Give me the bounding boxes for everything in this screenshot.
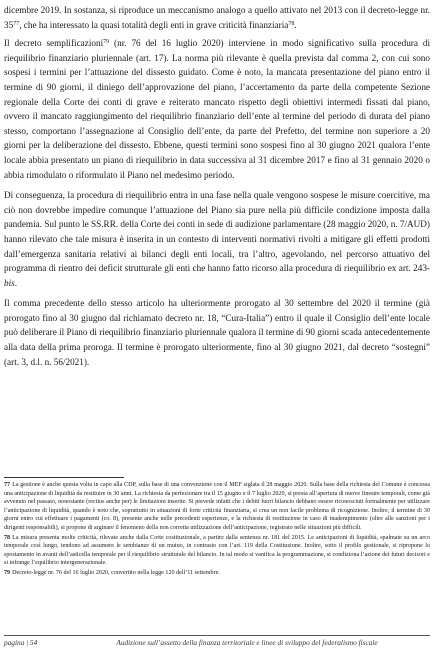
footer-title: Audizione sull’assetto della finanza territoriale e linee di sviluppo del federalismo fiscale — [116, 638, 378, 647]
paragraph-continuation: dicembre 2019. In sostanza, si riproduce un meccanismo analogo a quello attivato nel 2013 con il decreto-legge nr. $35^{77}$, che ha interessato la quasi totalità degli enti in grave criticità finanziaria$^{78}$. — [4, 5, 430, 30]
footnote-78: 78 La misura presenta molte criticità, rilevate anche dalla Corte costituzionale, a partire dalla sentenza nr. 181 del 2015. Le anticipazioni di liquidità, spalmate su un arco temporale così lungo, tendono ad assumere le sembianze di un mutuo, in contrasto con l’art. 119 della Costituzione. Inoltre, sotto il profilo gestionale, si ripropone lo spostamento in avanti dell’asticella temporale per il riequilibrio strutturale del bilancio. In tal modo si vanifica la programmazione, si condiziona l’azione dei futuri decisori e si infrange l’equilibrio intergenerazionale. — [4, 534, 430, 566]
main-text — [4, 3, 430, 375]
paragraph-conseguenza: Di conseguenza, la procedura di riequilibrio entra in una fase nella quale vengono sospese le misure coercitive, ma ciò non dovrebbe impedire comunque l’attuazione del Piano sia pure nella più difficile condizione imposta dalla pandemia. Sul punto le SS.RR. della Corte dei conti in sede di audizione parlamentare (28 maggio 2020, n. 7/AUD) hanno rilevato che tale misura è inserita in un contesto di interventi normativi rivolti a mitigare gli effetti prodotti dall’emergenza sanitaria relativi ai bilanci degli enti locali, tra l’altro, agevolando, nel percorso attuativo del programma di rientro dei deficit strutturale gli enti che hanno fatto ricorso alla procedura di riequilibrio ex art. 243-bis. — [4, 190, 430, 288]
footnote-ref-77[interactable]: 77 — [13, 20, 20, 27]
footnote-ref-79[interactable]: 79 — [103, 39, 110, 46]
footnotes — [4, 481, 430, 579]
paragraph-decreto-semplificazioni: Il decreto semplificazioni$^{79}$ (nr. 76 del 16 luglio 2020) interviene in modo significativo sulla procedura di riequilibrio finanziario pluriennale (art. 17). La norma più rilevante è quella prevista dal comma 2, con cui sono sospesi i termini per l’attuazione del dissesto guidato. Come è noto, la mancata presentazione del piano entro il termine di 90 giorni, il diniego dell’approvazione del piano, l’accertamento da parte della competente Sezione regionale della Corte dei conti di grave e reiterato mancato rispetto degli obiettivi intermedi fissati dal piano, ovvero il mancato raggiungimento del riequilibrio finanziario dell’ente al termine del periodo di durata del piano stesso, comportano l’assegnazione al Consiglio dell’ente, da parte del Prefetto, del termine non superiore a 20 giorni per la deliberazione del dissesto. Ebbene, questi termini sono sospesi fino al 30 giugno 2021 qualora l’ente locale abbia presentato un piano di riequilibrio in data successiva al 31 dicembre 2017 e fino al 31 gennaio 2020 o abbia rimodulato o riformulato il Piano nel medesimo periodo. — [4, 38, 430, 180]
paragraph-comma-precedente: Il comma precedente dello stesso articolo ha ulteriormente prorogato al 30 settembre del 2020 il termine (già prorogato fino al 30 giugno dal richiamato decreto nr. 18, “Cura-Italia”) entro il quale il Consiglio dell’ente locale può deliberare il Piano di riequilibrio finanziario pluriennale qualora il termine di 90 giorni scada antecedentemente alla data della prima proroga. Il termine è prorogato ulteriormente, fino al 30 giugno 2021, dal decreto “sostegni” (art. 3, d.l. n. 56/2021). — [4, 298, 430, 367]
footnote-separator — [4, 477, 124, 478]
page-footer — [4, 635, 430, 650]
footnote-77: 77 La gestione è anche questa volta in capo alla CDP, sulla base di una convenzione con il MEF siglata il 28 maggio 2020. Sulla base della richiesta del Comune è concessa una anticipazione di liquidità da restituire in 30 anni. La richiesta da perfezionare tra il 15 giugno e il 7 luglio 2020, si presta all’apertura di nuove finestre temporali, come già avvenuto nel passato, nonostante (rectius anche per) le limitazioni inserite. Si prevede infatti che i debiti fuori bilancio debbano essere riconosciuti formalmente per utilizzare l’anticipazione di liquidità, quando è noto che, soprattutto in situazioni di forte criticità finanziaria, si crea un non facile problema di ricognizione. Inoltre, il termine di 30 giorni entro cui effettuare i pagamenti (co. 8), presente anche nelle precedenti esperienze, e la richiesta di restituzione in caso di inadempimento (oltre alle sanzioni per i dirigenti responsabili), si propone di arginare il fenomeno della non corretta utilizzazione dell’anticipazione, registrato nelle situazioni più difficili. — [4, 482, 430, 531]
page-number: pagina | 54 — [4, 638, 38, 647]
footnote-79: 79 Decreto-legge nr. 76 del 16 luglio 2020, convertito nella legge 120 dell’11 settembre. — [4, 570, 220, 576]
footnote-ref-78[interactable]: 78 — [288, 20, 295, 27]
